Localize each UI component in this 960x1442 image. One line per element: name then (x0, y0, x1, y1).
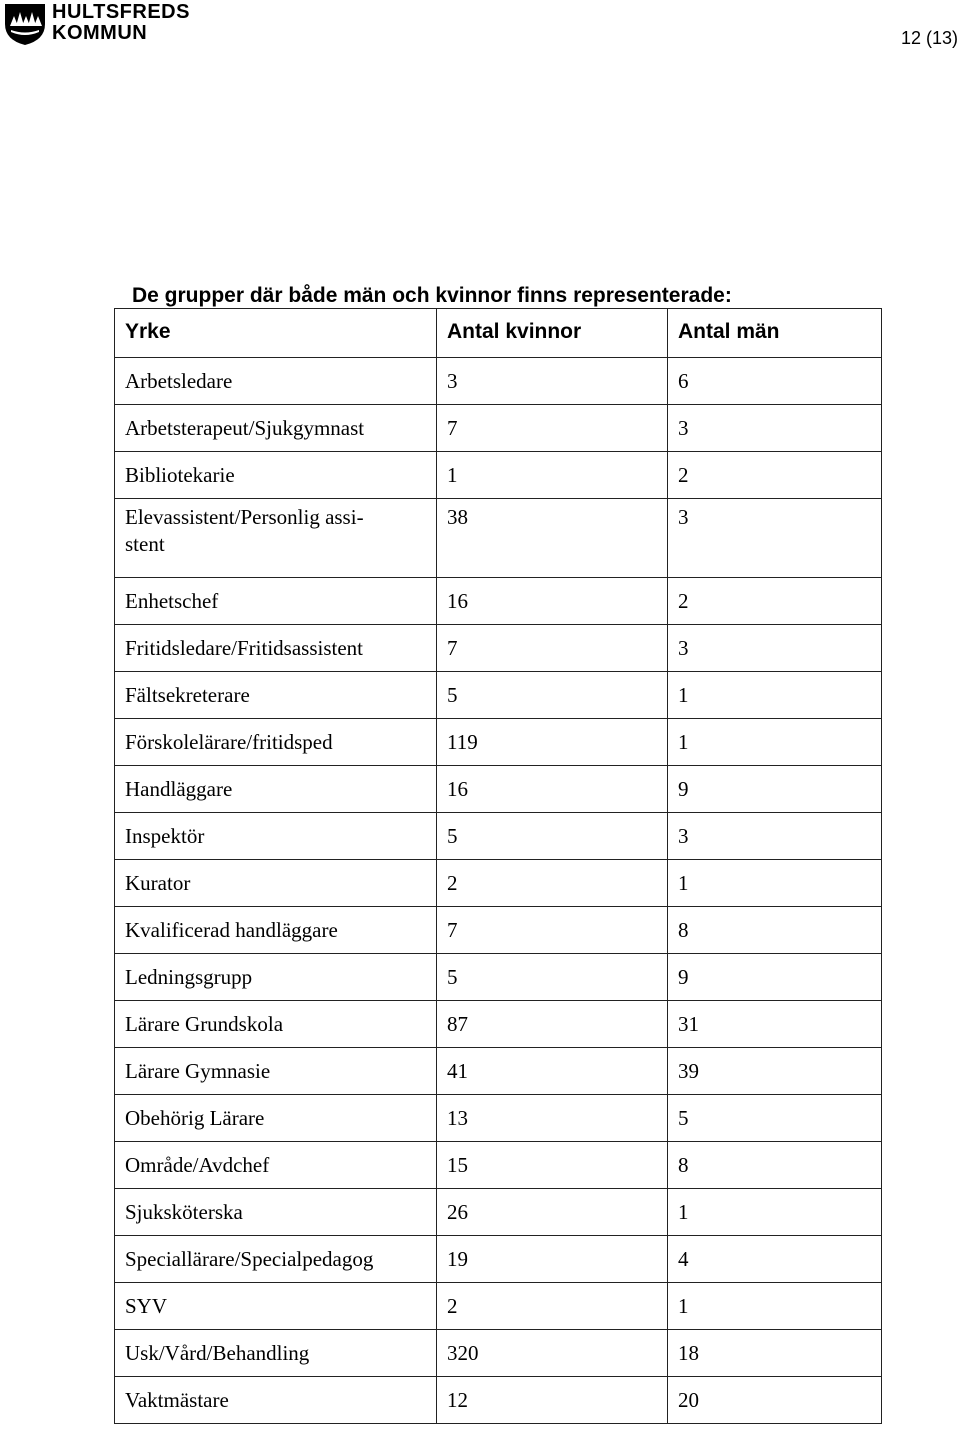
table-row (115, 719, 882, 766)
occupation-cell: Kurator (115, 860, 437, 907)
men-count-cell: 3 (668, 813, 882, 860)
table-row (115, 452, 882, 499)
men-count-cell: 2 (668, 578, 882, 625)
occupation-cell: Obehörig Lärare (115, 1095, 437, 1142)
column-header-men: Antal män (668, 309, 882, 358)
women-count-cell: 19 (437, 1236, 668, 1283)
table-row (115, 766, 882, 813)
women-count-cell: 12 (437, 1377, 668, 1424)
women-count-cell: 41 (437, 1048, 668, 1095)
women-count-cell: 26 (437, 1189, 668, 1236)
table-row (115, 813, 882, 860)
occupation-cell: Speciallärare/Specialpedagog (115, 1236, 437, 1283)
women-count-cell: 7 (437, 625, 668, 672)
occupation-cell: Usk/Vård/Behandling (115, 1330, 437, 1377)
occupation-cell: Sjuksköterska (115, 1189, 437, 1236)
men-count-cell: 1 (668, 1189, 882, 1236)
occupation-cell: Enhetschef (115, 578, 437, 625)
column-header-occupation: Yrke (115, 309, 437, 358)
men-count-cell: 1 (668, 1283, 882, 1330)
logo-text-line2: KOMMUN (52, 22, 148, 44)
table-row (115, 907, 882, 954)
occupation-cell: Arbetsterapeut/Sjukgymnast (115, 405, 437, 452)
occupation-cell: Ledningsgrupp (115, 954, 437, 1001)
table-row (115, 1142, 882, 1189)
men-count-cell: 1 (668, 719, 882, 766)
occupation-table (114, 308, 882, 1424)
women-count-cell: 5 (437, 672, 668, 719)
women-count-cell: 16 (437, 766, 668, 813)
men-count-cell: 1 (668, 860, 882, 907)
table-row (115, 625, 882, 672)
men-count-cell: 20 (668, 1377, 882, 1424)
section-heading: De grupper där både män och kvinnor finns representerade: (132, 284, 732, 307)
women-count-cell: 16 (437, 578, 668, 625)
men-count-cell: 18 (668, 1330, 882, 1377)
table-row (115, 1330, 882, 1377)
occupation-cell: Handläggare (115, 766, 437, 813)
table-header-row (115, 309, 882, 358)
men-count-cell: 6 (668, 358, 882, 405)
table-row (115, 1095, 882, 1142)
table-row (115, 405, 882, 452)
table-row (115, 358, 882, 405)
women-count-cell: 38 (437, 499, 668, 578)
women-count-cell: 5 (437, 954, 668, 1001)
municipality-logo (2, 1, 190, 48)
men-count-cell: 39 (668, 1048, 882, 1095)
women-count-cell: 2 (437, 1283, 668, 1330)
men-count-cell: 8 (668, 907, 882, 954)
women-count-cell: 2 (437, 860, 668, 907)
occupation-cell: Fritidsledare/Fritidsassistent (115, 625, 437, 672)
occupation-cell: Område/Avdchef (115, 1142, 437, 1189)
women-count-cell: 13 (437, 1095, 668, 1142)
occupation-cell: Lärare Gymnasie (115, 1048, 437, 1095)
table-row (115, 1236, 882, 1283)
men-count-cell: 9 (668, 954, 882, 1001)
women-count-cell: 119 (437, 719, 668, 766)
table-row (115, 1283, 882, 1330)
women-count-cell: 7 (437, 907, 668, 954)
men-count-cell: 5 (668, 1095, 882, 1142)
women-count-cell: 15 (437, 1142, 668, 1189)
page-number: 12 (13) (900, 28, 958, 48)
occupation-cell: Elevassistent/Personlig assi-stent (115, 499, 437, 578)
women-count-cell: 1 (437, 452, 668, 499)
men-count-cell: 3 (668, 625, 882, 672)
occupation-cell: Lärare Grundskola (115, 1001, 437, 1048)
men-count-cell: 1 (668, 672, 882, 719)
table-row (115, 1001, 882, 1048)
men-count-cell: 3 (668, 499, 882, 578)
table-row (115, 1189, 882, 1236)
occupation-cell: Förskolelärare/fritidsped (115, 719, 437, 766)
occupation-cell: Fältsekreterare (115, 672, 437, 719)
occupation-cell: Inspektör (115, 813, 437, 860)
occupation-cell: Kvalificerad handläggare (115, 907, 437, 954)
men-count-cell: 4 (668, 1236, 882, 1283)
table-row (115, 578, 882, 625)
men-count-cell: 8 (668, 1142, 882, 1189)
women-count-cell: 320 (437, 1330, 668, 1377)
women-count-cell: 87 (437, 1001, 668, 1048)
men-count-cell: 3 (668, 405, 882, 452)
men-count-cell: 2 (668, 452, 882, 499)
men-count-cell: 9 (668, 766, 882, 813)
municipality-emblem-icon (2, 2, 48, 46)
occupation-cell: SYV (115, 1283, 437, 1330)
women-count-cell: 3 (437, 358, 668, 405)
table-row (115, 672, 882, 719)
logo-text-line1: HULTSFREDS (52, 1, 190, 23)
women-count-cell: 5 (437, 813, 668, 860)
occupation-cell: Arbetsledare (115, 358, 437, 405)
men-count-cell: 31 (668, 1001, 882, 1048)
women-count-cell: 7 (437, 405, 668, 452)
table-row (115, 1377, 882, 1424)
table-row (115, 860, 882, 907)
table-row (115, 499, 882, 578)
table-row (115, 954, 882, 1001)
table-row (115, 1048, 882, 1095)
occupation-cell: Vaktmästare (115, 1377, 437, 1424)
occupation-cell: Bibliotekarie (115, 452, 437, 499)
column-header-women: Antal kvinnor (437, 309, 668, 358)
